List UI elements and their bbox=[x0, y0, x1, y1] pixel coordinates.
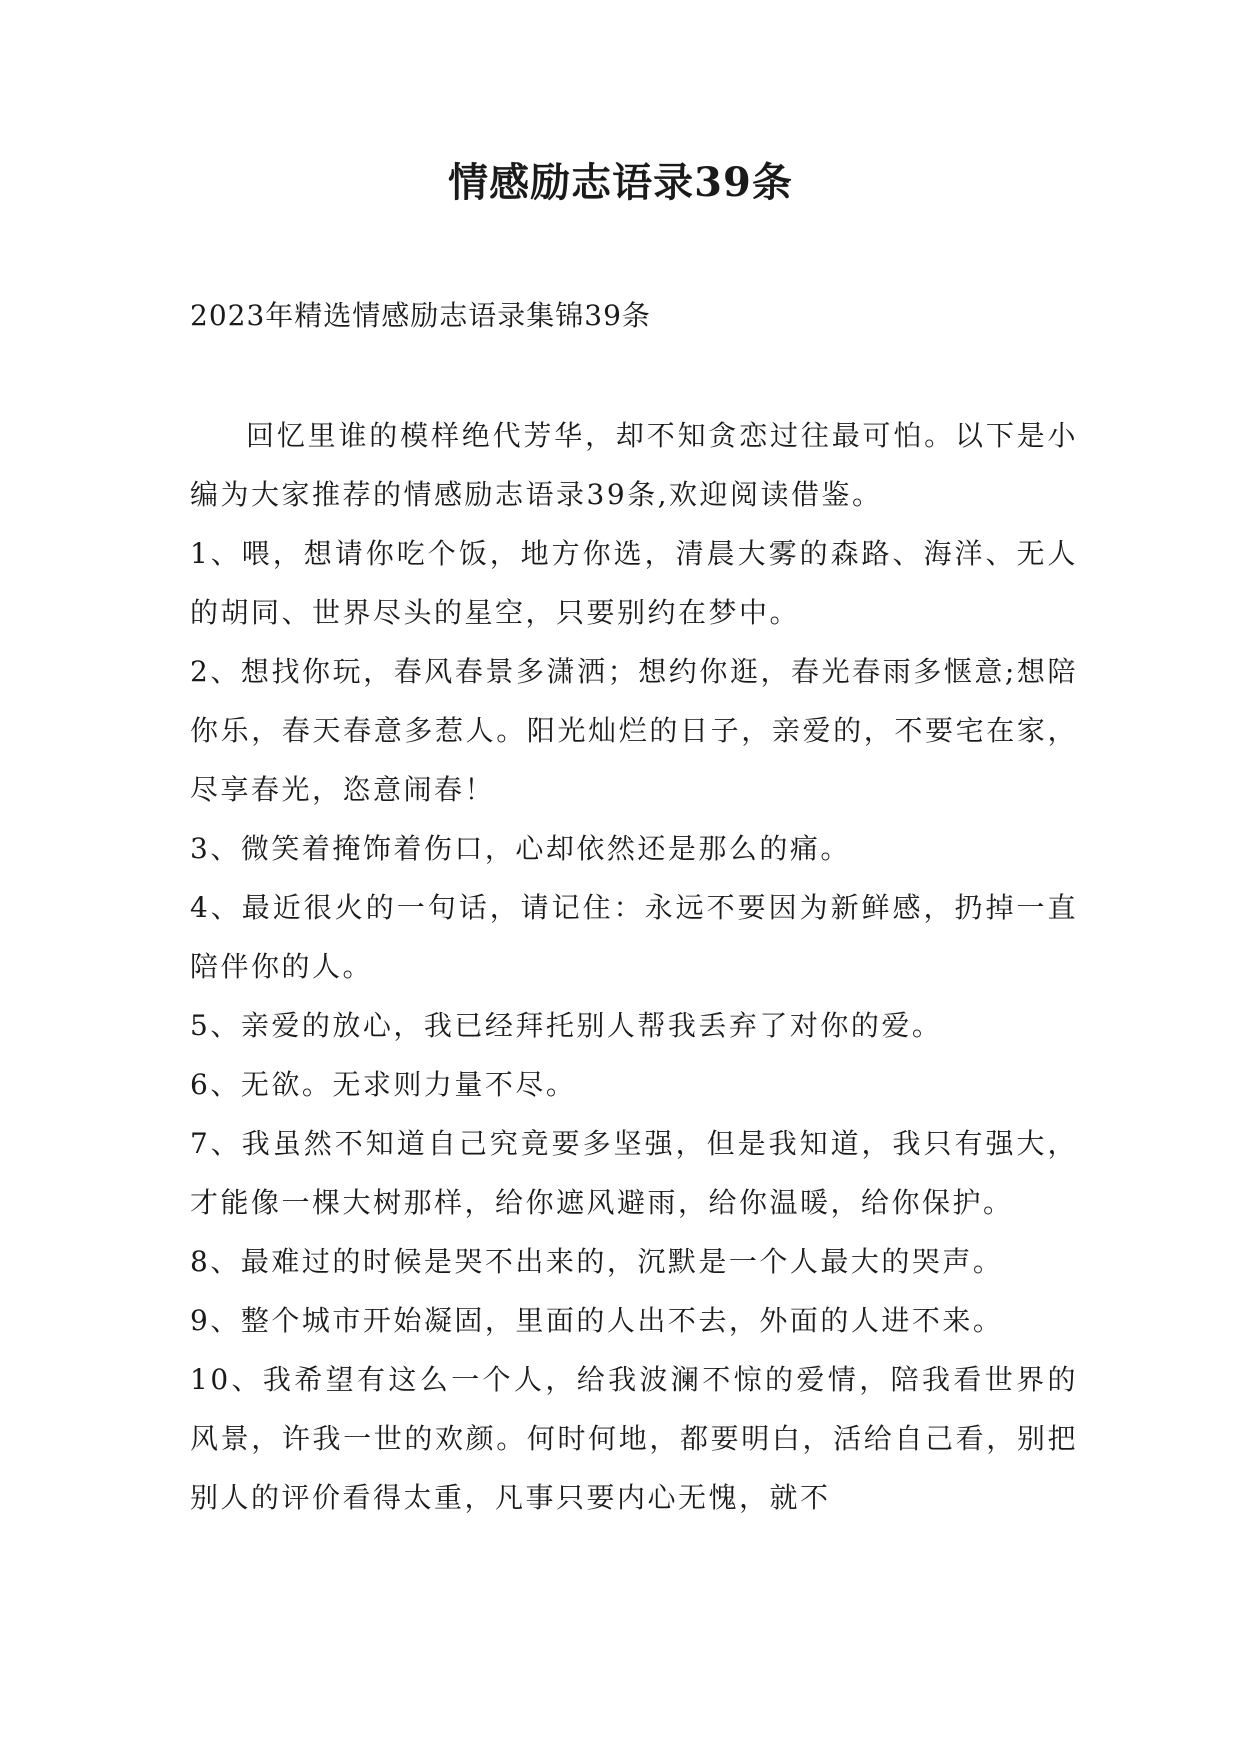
intro-paragraph: 回忆里谁的模样绝代芳华，却不知贪恋过往最可怕。以下是小编为大家推荐的情感励志语录39条,欢迎阅读借鉴。 bbox=[190, 419, 1078, 511]
document-title: 情感励志语录39条 bbox=[448, 159, 793, 206]
quote-4: 4、最近很火的一句话，请记住：永远不要因为新鲜感，扔掉一直陪伴你的人。 bbox=[190, 891, 1078, 983]
quote-6: 6、无欲。无求则力量不尽。 bbox=[190, 1068, 577, 1101]
quote-3: 3、微笑着掩饰着伤口，心却依然还是那么的痛。 bbox=[190, 832, 851, 865]
quote-2: 2、想找你玩，春风春景多潇洒；想约你逛，春光春雨多惬意;想陪你乐，春天春意多惹人。阳光灿烂的日子，亲爱的，不要宅在家，尽享春光，恣意闹春！ bbox=[190, 655, 1078, 806]
document-subtitle: 2023年精选情感励志语录集锦39条 bbox=[190, 299, 651, 332]
quote-8: 8、最难过的时候是哭不出来的，沉默是一个人最大的哭声。 bbox=[190, 1245, 1004, 1278]
quote-9: 9、整个城市开始凝固，里面的人出不去，外面的人进不来。 bbox=[190, 1304, 1004, 1337]
quote-10: 10、我希望有这么一个人，给我波澜不惊的爱情，陪我看世界的风景，许我一世的欢颜。何时何地，都要明白，活给自己看，别把别人的评价看得太重，凡事只要内心无愧，就不 bbox=[190, 1363, 1078, 1514]
quote-5: 5、亲爱的放心，我已经拜托别人帮我丢弃了对你的爱。 bbox=[190, 1009, 943, 1042]
quote-7: 7、我虽然不知道自己究竟要多坚强，但是我知道，我只有强大，才能像一棵大树那样，给你遮风避雨，给你温暖，给你保护。 bbox=[190, 1127, 1078, 1219]
quote-1: 1、喂，想请你吃个饭，地方你选，清晨大雾的森路、海洋、无人的胡同、世界尽头的星空，只要别约在梦中。 bbox=[190, 537, 1078, 629]
document-body bbox=[190, 406, 1078, 1527]
